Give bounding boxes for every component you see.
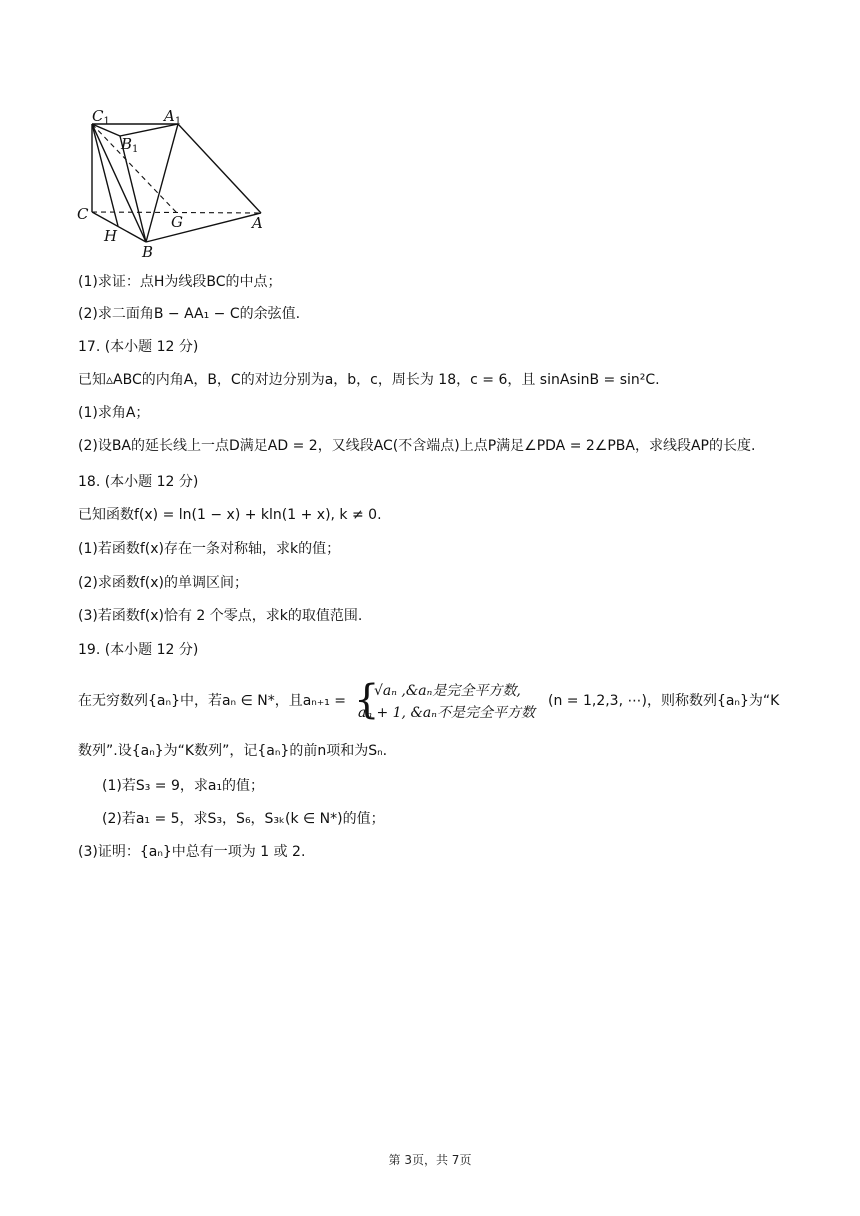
edge-c1-b bbox=[92, 124, 146, 242]
edge-c-b bbox=[92, 212, 146, 242]
problem19-part1: (1)若S₃ = 9，求a₁的值； bbox=[102, 778, 265, 794]
piecewise-case-nonsquare: aₙ + 1, &aₙ不是完全平方数 bbox=[358, 705, 535, 721]
label-c: C bbox=[77, 205, 89, 223]
problem17-header: 17. (本小题 12 分) bbox=[78, 339, 199, 355]
problem16-part2: (2)求二面角B − AA₁ − C的余弦值. bbox=[78, 306, 301, 322]
problem19-part3: (3)证明：{aₙ}中总有一项为 1 或 2. bbox=[78, 844, 306, 860]
piecewise-brace: { bbox=[354, 677, 380, 723]
prism-diagram bbox=[72, 102, 272, 262]
hidden-edges bbox=[92, 124, 261, 213]
problem19-definition-tail: (n = 1,2,3, ⋯)，则称数列{aₙ}为“K bbox=[548, 693, 780, 709]
prism-figure bbox=[72, 102, 272, 262]
page-number: 第 3页，共 7页 bbox=[388, 1153, 472, 1167]
problem17-statement: 已知▵ABC的内角A，B，C的对边分别为a，b，c，周长为 18，c = 6，且 sinAsinB = sin²C. bbox=[78, 372, 660, 388]
label-a1: $A_1$ bbox=[164, 107, 182, 127]
problem18-part3: (3)若函数f(x)恰有 2 个零点，求k的取值范围. bbox=[78, 608, 363, 624]
label-a: A bbox=[252, 214, 263, 232]
problem18-part2: (2)求函数f(x)的单调区间； bbox=[78, 575, 248, 591]
problem19-header: 19. (本小题 12 分) bbox=[78, 642, 199, 658]
problem19-part2: (2)若a₁ = 5，求S₃，S₆，S₃ₖ(k ∈ N*)的值； bbox=[102, 811, 385, 827]
edge-c1-g-hidden bbox=[92, 124, 177, 213]
problem16-part1: (1)求证：点H为线段BC的中点； bbox=[78, 274, 282, 290]
problem19-definition-lead: 在无穷数列{aₙ}中，若aₙ ∈ N*，且aₙ₊₁ = bbox=[78, 693, 347, 709]
problem18-statement: 已知函数f(x) = ln(1 − x) + kln(1 + x), k ≠ 0. bbox=[78, 507, 382, 523]
edge-c1-h bbox=[92, 124, 118, 226]
problem18-part1: (1)若函数f(x)存在一条对称轴，求k的值； bbox=[78, 541, 341, 557]
label-b1: $B_1$ bbox=[121, 135, 139, 155]
problem18-header: 18. (本小题 12 分) bbox=[78, 474, 199, 490]
edge-b-a bbox=[146, 213, 261, 242]
edge-a1-a bbox=[178, 124, 261, 213]
piecewise-case-square: √aₙ ,&aₙ是完全平方数, bbox=[374, 683, 521, 699]
label-b: B bbox=[142, 243, 154, 261]
problem17-part2: (2)设BA的延长线上一点D满足AD = 2，又线段AC(不含端点)上点P满足∠PDA = 2∠PBA，求线段AP的长度. bbox=[78, 438, 756, 454]
problem19-definition bbox=[78, 678, 798, 722]
label-h: H bbox=[104, 227, 118, 245]
problem19-line2: 数列”.设{aₙ}为“K数列”，记{aₙ}的前n项和为Sₙ. bbox=[78, 743, 388, 759]
label-g: G bbox=[171, 213, 183, 231]
label-c1: $C_1$ bbox=[92, 107, 110, 127]
problem17-part1: (1)求角A； bbox=[78, 405, 150, 421]
